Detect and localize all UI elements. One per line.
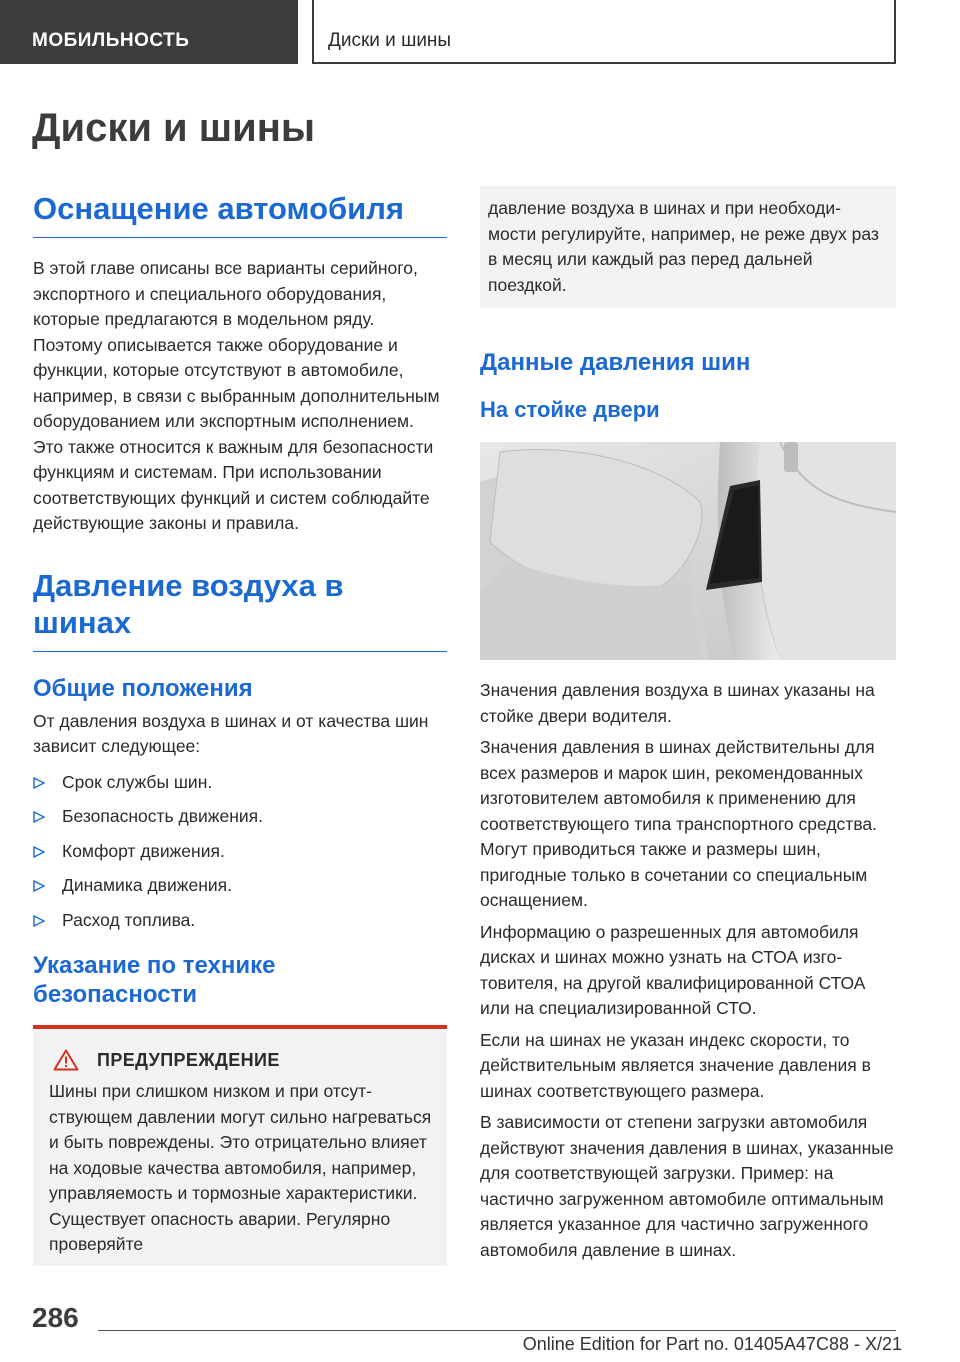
list-item [33,873,447,899]
warning-title: ПРЕДУПРЕЖДЕНИЕ [97,1049,280,1070]
equipment-heading: Оснащение автомобиля [33,191,404,226]
list-item [33,804,447,830]
data-heading: Данные давления шин [480,349,751,376]
list-item-text: Расход топлива. [62,909,196,930]
list-item-text: Комфорт движения. [62,840,225,861]
left-column [33,190,447,1266]
triangle-bullet-icon [33,880,45,892]
warning-text: Шины при слишком низком и при отсутствующем давлении могут сильно нагреваться и быть повреждены. Это отрицательно влияет на ходовые качества автомобиля, например, управляемость и тормозные характеристики. Существует опасность аварии. Регулярно проверяйте [49,1081,432,1254]
equipment-text: В этой главе описаны все варианты серийного, экспортного и специального оборудования, которые предлагаются в модельном ряду. Поэтому описывается также оборудование и функции, которые отсутствуют в автомобиле, например, в связи с выбранным дополнительным оборудованием или экспортным исполнением. Это также относится к важным для безопасности функциям и системам. При использовании соответствующих функций и систем соблюдайте действующие законы и правила. [33,258,440,533]
warning-box [33,1025,447,1266]
triangle-bullet-icon [33,846,45,858]
warning-header [49,1049,437,1071]
list-item-text: Срок службы шин. [62,771,213,792]
triangle-bullet-icon [33,915,45,927]
page-title: Диски и шины [32,106,316,150]
list-item [33,839,447,865]
list-item-text: Безопасность движения. [62,806,263,826]
paragraph: Значения давления воздуха в шинах указаны на стойке двери водителя. [480,680,875,726]
door-heading: На стойке двери [480,397,660,422]
paragraph: Информацию о разрешенных для автомобиля дисках и шинах можно узнать на СТОА изготовителя, на другой квалифицированной СТОА или на специализированной СТО. [480,921,866,1018]
warning-continuation-text: давление воздуха в шинах и при необходимости регулируйте, например, не реже двух раз в месяц или каждый раз перед дальней поездкой. [488,198,879,295]
warning-triangle-icon [53,1049,79,1071]
pressure-heading: Давление воздуха в шинах [33,567,344,640]
door-pillar-image [480,442,896,660]
footer-edition: Online Edition for Part no. 01405A47C88 - X/21 [522,1334,902,1354]
list-item-text: Динамика движения. [62,875,232,895]
section-divider [33,651,447,652]
list-item [33,770,447,796]
right-column [480,186,896,1263]
paragraph: В зависимости от степени загрузки автомобиля действуют значения давления в шинах, указанные для соответствующей загрузки. Пример: на частично загруженном автомобиле оптимальным является указанное для частично загруженного автомобиля давление в шинах. [480,1112,894,1260]
page-number: 286 [32,1302,79,1333]
header-section-tab: МОБИЛЬНОСТЬ [0,0,298,64]
bullet-list [33,770,447,934]
paragraph: Если на шинах не указан индекс скорости, то действительным является значение давления в шинах соответствующего размера. [480,1029,871,1101]
warning-continuation-box [480,186,896,308]
car-door-pillar-illustration [480,442,896,660]
safety-heading: Указание по технике безопасности [33,952,276,1008]
triangle-bullet-icon [33,811,45,823]
footer-divider [98,1330,896,1331]
section-divider [33,237,447,238]
general-heading: Общие положения [33,674,253,702]
list-item [33,908,447,934]
general-text: От давления воздуха в шинах и от качества шин зависит следующее: [33,710,429,756]
triangle-bullet-icon [33,777,45,789]
paragraph: Значения давления в шинах действительны для всех размеров и марок шин, рекомендованных изготовителем автомобиля к применению для соответствующего типа транспортного средства. Могут приводиться также и размеры шин, пригодные только в сочетании со специальным оснащением. [480,737,878,910]
header-chapter-title: Диски и шины [312,0,896,64]
